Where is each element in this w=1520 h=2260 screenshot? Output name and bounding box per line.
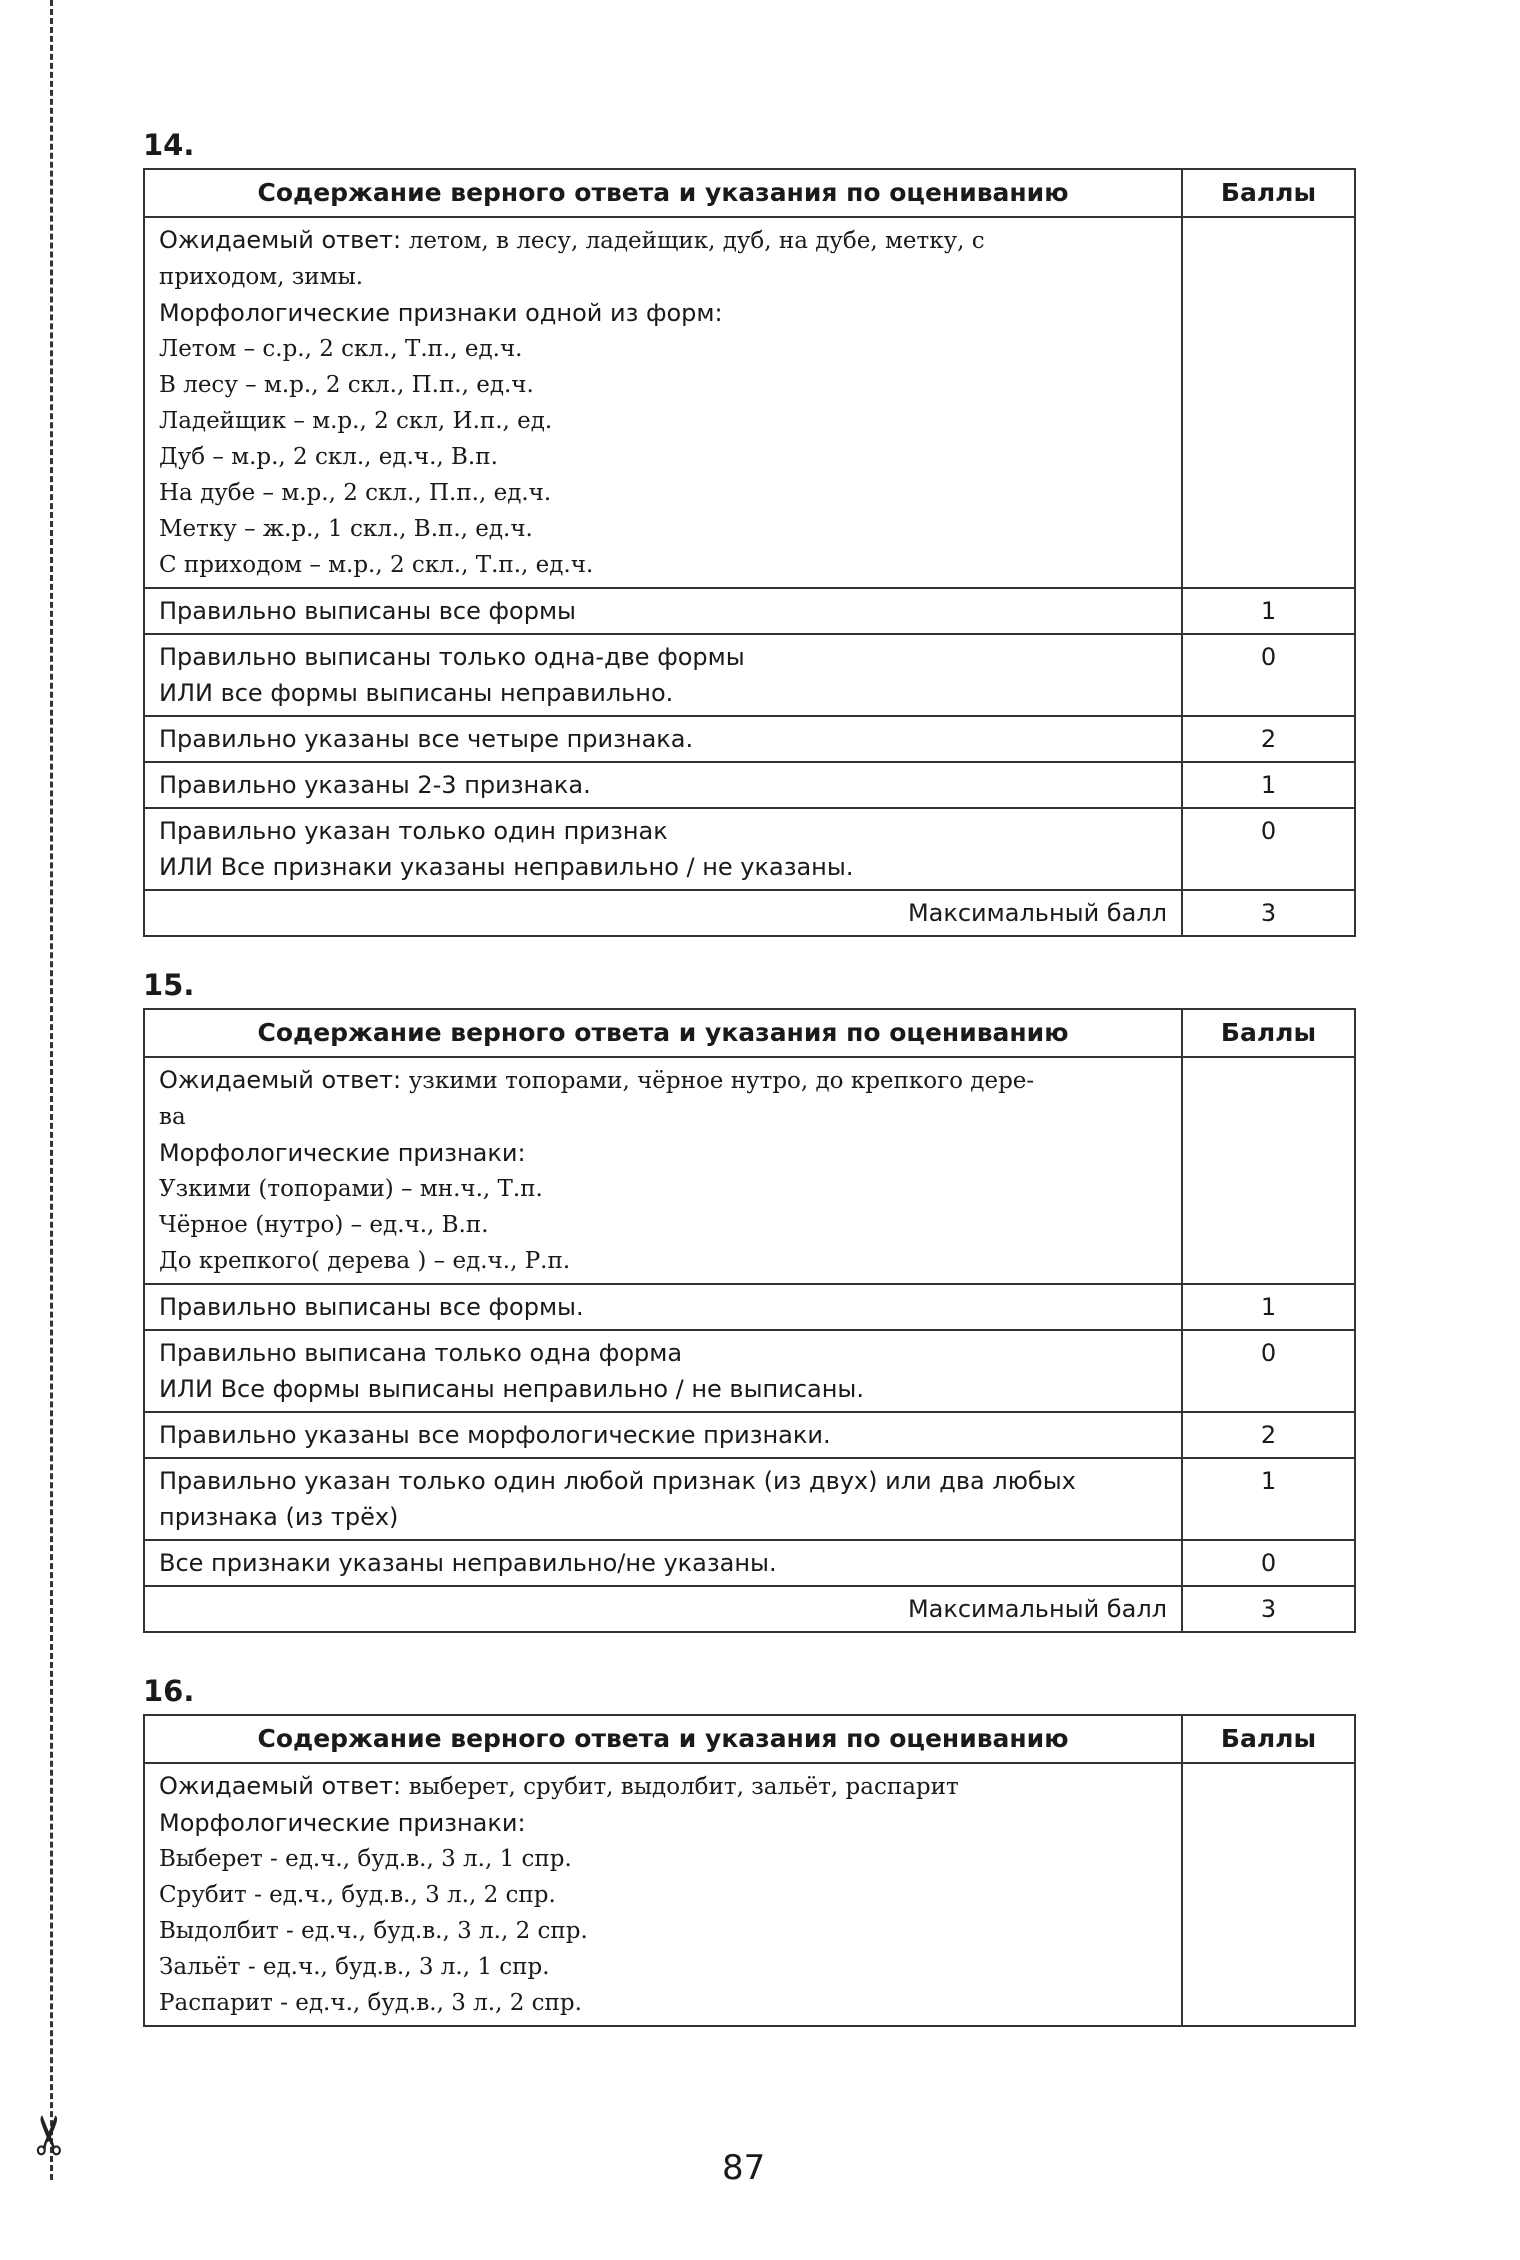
- criterion-text: [144, 1330, 1182, 1412]
- criterion-points: 0: [1182, 1330, 1355, 1412]
- criterion-row: [144, 1458, 1355, 1540]
- grading-table-15: [143, 1008, 1356, 1633]
- criterion-line: Правильно выписана только одна форма: [159, 1339, 683, 1367]
- criterion-points: 2: [1182, 716, 1355, 762]
- criterion-row: [144, 1330, 1355, 1412]
- criterion-points: 2: [1182, 1412, 1355, 1458]
- answer-row: [144, 217, 1355, 588]
- criterion-points: 1: [1182, 588, 1355, 634]
- criterion-row: [144, 634, 1355, 716]
- morph-label: Морфологические признаки одной из форм:: [159, 299, 723, 327]
- criterion-row: [144, 1412, 1355, 1458]
- table-header-row: [144, 169, 1355, 217]
- answer-points-empty: [1182, 1763, 1355, 2026]
- answer-text: узкими топорами, чёрное нутро, до крепкого дере-: [408, 1068, 1035, 1094]
- expected-answer: [144, 1763, 1182, 2026]
- max-row: [144, 1586, 1355, 1632]
- morph-line: Летом – с.р., 2 скл., Т.п., ед.ч.: [159, 336, 523, 362]
- expected-answer: [144, 217, 1182, 588]
- criterion-points: 1: [1182, 762, 1355, 808]
- cut-line: [50, 0, 53, 2180]
- max-label: Максимальный балл: [144, 890, 1182, 936]
- task-number: 14.: [143, 128, 195, 162]
- answer-row: [144, 1763, 1355, 2026]
- morph-line: До крепкого( дерева ) – ед.ч., Р.п.: [159, 1248, 571, 1274]
- answer-points-empty: [1182, 1057, 1355, 1284]
- morph-line: Срубит - ед.ч., буд.в., 3 л., 2 спр.: [159, 1882, 556, 1908]
- criterion-text: Правильно указаны все четыре признака.: [144, 716, 1182, 762]
- morph-line: Ладейщик – м.р., 2 скл, И.п., ед.: [159, 408, 553, 434]
- morph-line: Метку – ж.р., 1 скл., В.п., ед.ч.: [159, 516, 533, 542]
- answer-text: летом, в лесу, ладейщик, дуб, на дубе, метку, с: [408, 228, 985, 254]
- page-number: 87: [722, 2148, 766, 2188]
- max-label: Максимальный балл: [144, 1586, 1182, 1632]
- max-points: 3: [1182, 890, 1355, 936]
- criterion-text: Все признаки указаны неправильно/не указаны.: [144, 1540, 1182, 1586]
- morph-line: Выберет - ед.ч., буд.в., 3 л., 1 спр.: [159, 1846, 572, 1872]
- answer-points-empty: [1182, 217, 1355, 588]
- criterion-row: [144, 808, 1355, 890]
- table-header-row: [144, 1715, 1355, 1763]
- header-content: Содержание верного ответа и указания по оцениванию: [144, 1715, 1182, 1763]
- task-number: 15.: [143, 968, 195, 1002]
- morph-line: Зальёт - ед.ч., буд.в., 3 л., 1 спр.: [159, 1954, 550, 1980]
- answer-prefix: Ожидаемый ответ:: [159, 1772, 402, 1800]
- scissors-icon: ✂: [18, 2112, 82, 2158]
- criterion-row: [144, 716, 1355, 762]
- criterion-text: Правильно выписаны все формы.: [144, 1284, 1182, 1330]
- morph-line: Выдолбит - ед.ч., буд.в., 3 л., 2 спр.: [159, 1918, 588, 1944]
- criterion-text: [144, 808, 1182, 890]
- criterion-line: Правильно выписаны только одна-две формы: [159, 643, 745, 671]
- morph-line: В лесу – м.р., 2 скл., П.п., ед.ч.: [159, 372, 534, 398]
- criterion-line: признака (из трёх): [159, 1503, 399, 1531]
- morph-line: Узкими (топорами) – мн.ч., Т.п.: [159, 1176, 543, 1202]
- answer-text: выберет, срубит, выдолбит, зальёт, распарит: [408, 1774, 959, 1800]
- max-points: 3: [1182, 1586, 1355, 1632]
- morph-line: Распарит - ед.ч., буд.в., 3 л., 2 спр.: [159, 1990, 582, 2016]
- grading-table-16: [143, 1714, 1356, 2027]
- criterion-row: [144, 588, 1355, 634]
- header-points: Баллы: [1182, 169, 1355, 217]
- criterion-row: [144, 762, 1355, 808]
- answer-prefix: Ожидаемый ответ:: [159, 1066, 402, 1094]
- criterion-text: [144, 1458, 1182, 1540]
- header-content: Содержание верного ответа и указания по оцениванию: [144, 1009, 1182, 1057]
- morph-line: Дуб – м.р., 2 скл., ед.ч., В.п.: [159, 444, 498, 470]
- answer-text: приходом, зимы.: [159, 264, 364, 290]
- criterion-text: [144, 634, 1182, 716]
- criterion-row: [144, 1540, 1355, 1586]
- max-row: [144, 890, 1355, 936]
- header-points: Баллы: [1182, 1009, 1355, 1057]
- criterion-line: Правильно указан только один любой признак (из двух) или два любых: [159, 1467, 1076, 1495]
- grading-table-14: [143, 168, 1356, 937]
- morph-line: На дубе – м.р., 2 скл., П.п., ед.ч.: [159, 480, 552, 506]
- task-number: 16.: [143, 1674, 195, 1708]
- expected-answer: [144, 1057, 1182, 1284]
- criterion-row: [144, 1284, 1355, 1330]
- criterion-points: 0: [1182, 1540, 1355, 1586]
- table-header-row: [144, 1009, 1355, 1057]
- criterion-line: Правильно указан только один признак: [159, 817, 668, 845]
- header-content: Содержание верного ответа и указания по оцениванию: [144, 169, 1182, 217]
- criterion-points: 0: [1182, 634, 1355, 716]
- morph-label: Морфологические признаки:: [159, 1809, 526, 1837]
- criterion-text: Правильно указаны все морфологические признаки.: [144, 1412, 1182, 1458]
- morph-line: Чёрное (нутро) – ед.ч., В.п.: [159, 1212, 489, 1238]
- answer-prefix: Ожидаемый ответ:: [159, 226, 402, 254]
- criterion-points: 0: [1182, 808, 1355, 890]
- criterion-line: ИЛИ Все признаки указаны неправильно / не указаны.: [159, 853, 854, 881]
- answer-row: [144, 1057, 1355, 1284]
- criterion-line: ИЛИ все формы выписаны неправильно.: [159, 679, 674, 707]
- morph-line: С приходом – м.р., 2 скл., Т.п., ед.ч.: [159, 552, 594, 578]
- morph-label: Морфологические признаки:: [159, 1139, 526, 1167]
- criterion-points: 1: [1182, 1284, 1355, 1330]
- criterion-text: Правильно указаны 2-3 признака.: [144, 762, 1182, 808]
- criterion-text: Правильно выписаны все формы: [144, 588, 1182, 634]
- criterion-line: ИЛИ Все формы выписаны неправильно / не выписаны.: [159, 1375, 864, 1403]
- answer-text: ва: [159, 1104, 186, 1130]
- criterion-points: 1: [1182, 1458, 1355, 1540]
- header-points: Баллы: [1182, 1715, 1355, 1763]
